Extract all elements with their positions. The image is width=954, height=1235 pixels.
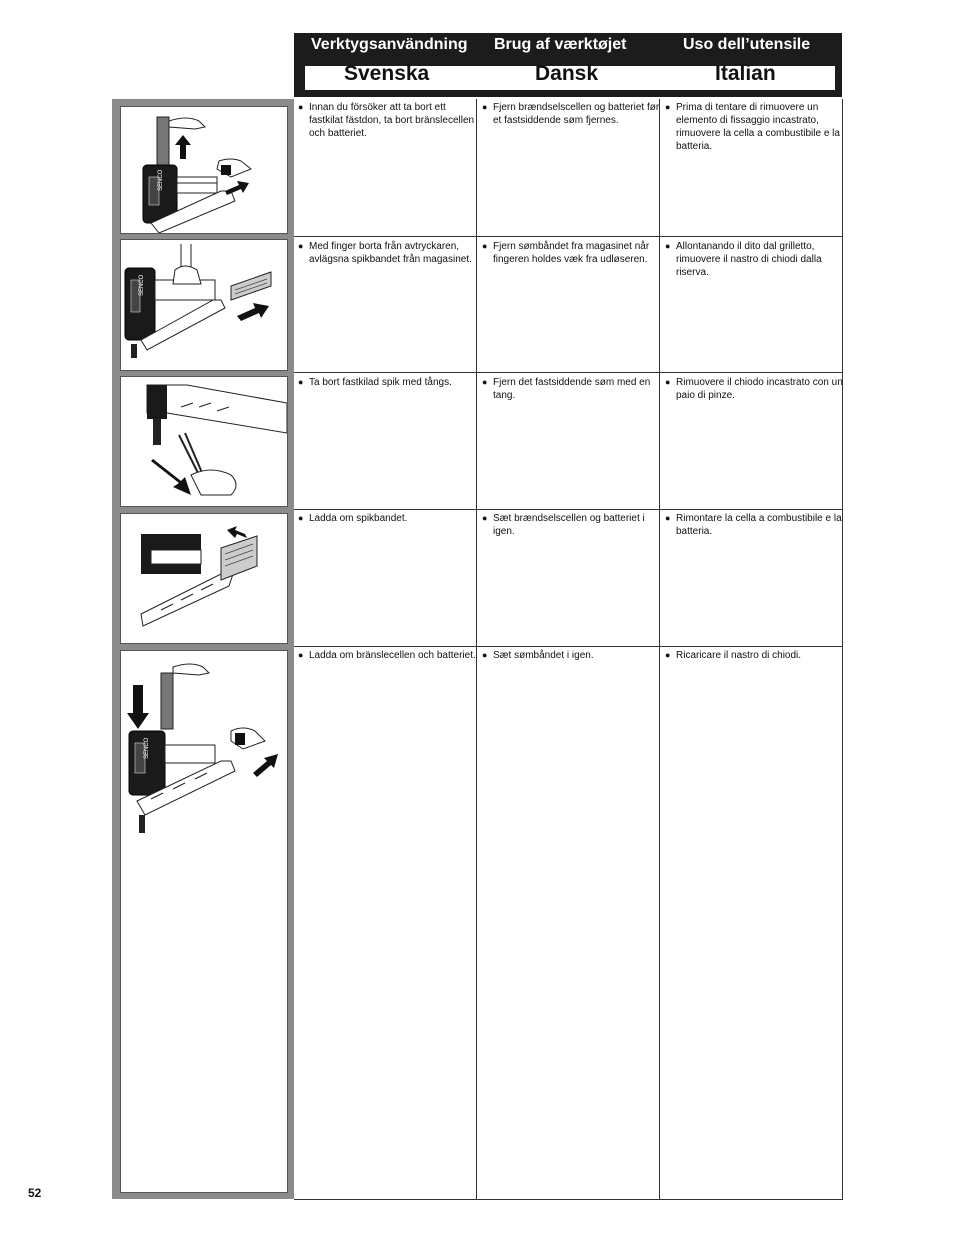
instruction-text: Rimuovere il chiodo incastrato con un paio di pinze. [676,377,843,401]
subtitle-italian: Uso dell’utensile [683,36,811,53]
instruction-text: Fjern det fastsiddende søm med en tang. [493,377,651,401]
bullet-icon: ● [298,241,304,251]
brand-text: SENCO [158,169,164,191]
cell-svenska-3 [298,376,477,389]
cell-svenska-4 [298,512,477,525]
instruction-text: Sæt brændselscellen og batteriet i igen. [493,513,645,537]
bullet-icon: ● [482,377,488,387]
instruction-text: Ladda om spikbandet. [309,513,408,524]
bullet-icon: ● [298,513,304,523]
bullet-icon: ● [298,102,304,112]
brand-text: SENCO [144,737,150,759]
language-italian: Italian [715,62,776,85]
brand-text: SENCO [139,274,145,296]
page-number: 52 [28,1186,42,1200]
illustration-reload-strip [120,513,288,644]
row-divider [294,236,842,237]
instruction-text: Innan du försöker att ta bort ett fastkilat fästdon, ta bort bränslecellen och batteriet. [309,102,475,139]
bullet-icon: ● [298,650,304,660]
illustration-remove-fuel-cell [120,106,288,234]
language-dansk: Dansk [535,62,599,85]
row-divider [294,509,842,510]
cell-italian-5 [665,649,844,662]
cell-dansk-5 [482,649,661,662]
instruction-text: Fjern brændselscellen og batteriet før et fastsiddende søm fjernes. [493,102,660,126]
nailer-illustration-1 [121,107,287,233]
instruction-text: Fjern sømbåndet fra magasinet når fingeren holdes væk fra udløseren. [493,241,650,265]
instruction-text: Ta bort fastkilad spik med tångs. [309,377,452,388]
illustration-pliers [120,376,288,507]
cell-dansk-1 [482,101,661,127]
nailer-illustration-4 [121,514,287,643]
instruction-text: Allontanando il dito dal grilletto, rimuovere il nastro di chiodi dalla riserva. [676,241,822,278]
cell-italian-2 [665,240,844,279]
bullet-icon: ● [665,513,671,523]
instruction-text: Ladda om bränslecellen och batteriet. [309,650,476,661]
bullet-icon: ● [482,513,488,523]
cell-dansk-2 [482,240,661,266]
cell-italian-4 [665,512,844,538]
bullet-icon: ● [665,102,671,112]
cell-svenska-2 [298,240,477,266]
row-divider [294,646,842,647]
subtitle-dansk: Brug af værktøjet [494,36,627,53]
bullet-icon: ● [298,377,304,387]
subtitle-svenska: Verktygsanvändning [311,36,468,53]
language-svenska: Svenska [344,62,430,85]
instruction-text: Sæt sømbåndet i igen. [493,650,594,661]
instruction-text: Rimontare la cella a combustibile e la batteria. [676,513,842,537]
bullet-icon: ● [665,650,671,660]
cell-italian-3 [665,376,844,402]
nailer-illustration-2 [121,240,287,370]
instruction-text: Med finger borta från avtryckaren, avlägsna spikbandet från magasinet. [309,241,472,265]
instruction-text: Prima di tentare di rimuovere un elemento di fissaggio incastrato, rimuovere la cella a combustibile e la batteria. [676,102,840,152]
bullet-icon: ● [665,241,671,251]
cell-svenska-5 [298,649,477,662]
nailer-illustration-3 [121,377,287,506]
illustration-reload-fuel-cell [120,650,288,1193]
illustration-remove-nail-strip [120,239,288,371]
bullet-icon: ● [482,102,488,112]
cell-italian-1 [665,101,844,153]
nailer-illustration-5 [121,651,287,1192]
language-bar [304,62,836,91]
cell-svenska-1 [298,101,477,140]
bullet-icon: ● [482,650,488,660]
row-divider [294,372,842,373]
instruction-text: Ricaricare il nastro di chiodi. [676,650,802,661]
language-header [294,33,842,97]
cell-dansk-3 [482,376,661,402]
cell-dansk-4 [482,512,661,538]
bullet-icon: ● [665,377,671,387]
bullet-icon: ● [482,241,488,251]
